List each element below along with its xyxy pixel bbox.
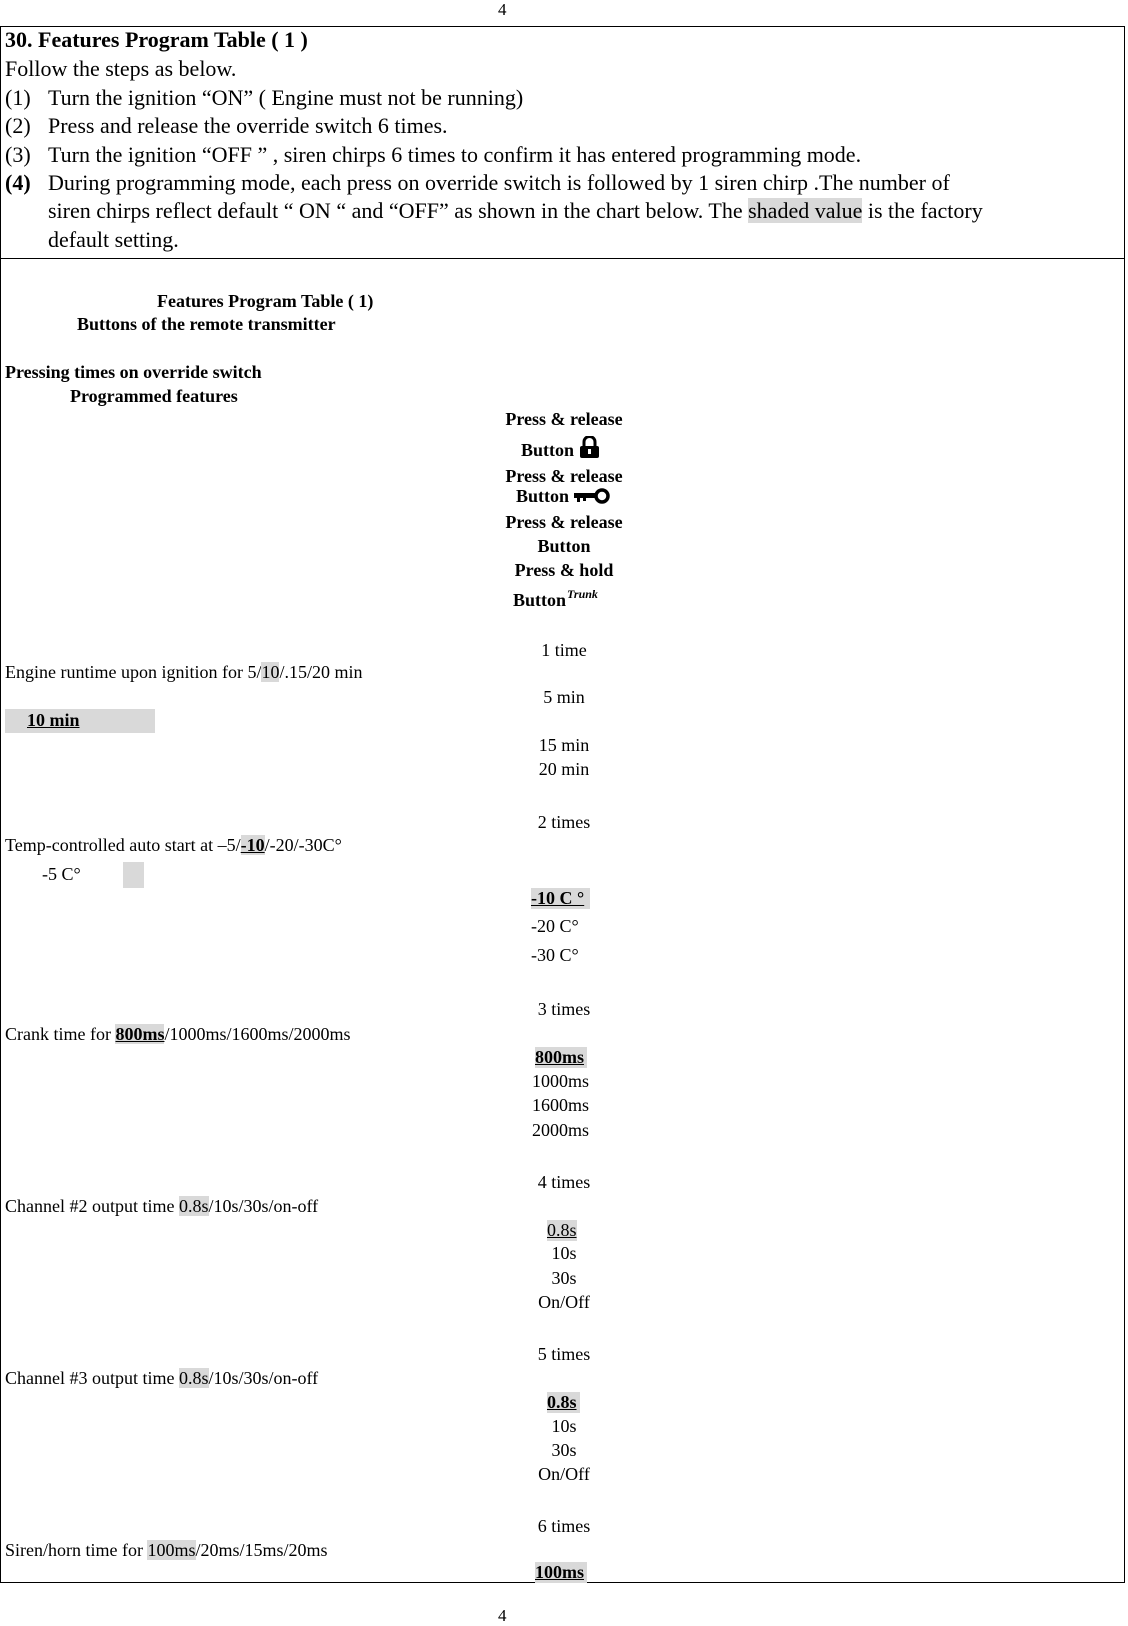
section-title: 30. Features Program Table ( 1 ) — [5, 27, 308, 52]
step-text: Press and release the override switch 6 times. — [48, 113, 448, 138]
section-divider — [0, 258, 1125, 259]
feature-text: Crank time for — [5, 1024, 116, 1044]
option-value: 15 min — [538, 735, 590, 755]
step-text-part: siren chirps reflect default “ ON “ and “OFF” as shown in the chart below. The — [48, 198, 749, 223]
option-value: 20 min — [538, 759, 590, 779]
option-value-default: -10 C ° — [531, 888, 590, 909]
button-label: Button — [513, 590, 567, 610]
button-header-line — [521, 436, 600, 461]
feature-text: /20ms/15ms/20ms — [195, 1540, 328, 1560]
feature-text: /10s/30s/on-off — [208, 1368, 319, 1388]
column-header-pressing: Pressing times on override switch — [5, 362, 262, 382]
feature-text: Siren/horn time for — [5, 1540, 148, 1560]
option-value: 2000ms — [532, 1120, 590, 1140]
step-number: (2) — [5, 113, 31, 138]
feature-description — [5, 662, 362, 683]
option-value: 1000ms — [532, 1071, 590, 1091]
table-title: Features Program Table ( 1) — [157, 291, 374, 311]
pressing-times: 6 times — [537, 1516, 591, 1536]
button-label: Button — [537, 536, 591, 556]
feature-text: Channel #2 output time — [5, 1196, 179, 1216]
default-value-shaded: 100ms — [147, 1540, 196, 1560]
button-header-line: Press & release — [505, 409, 623, 429]
button-label: Button — [516, 486, 570, 506]
option-value-default: 0.8s — [547, 1220, 577, 1240]
option-value-default: 100ms — [535, 1562, 587, 1583]
step-text: Turn the ignition “OFF ” , siren chirps 6 times to confirm it has entered programming mode. — [48, 142, 862, 167]
option-value: 10s — [551, 1416, 577, 1436]
option-value: On/Off — [538, 1464, 590, 1484]
pressing-times: 3 times — [537, 999, 591, 1019]
option-value-default: 0.8s — [547, 1392, 580, 1413]
button-header-line: Press & release — [505, 466, 623, 486]
default-value-shaded: 10 — [261, 662, 280, 682]
pressing-times: 1 time — [541, 640, 587, 660]
key-icon — [574, 486, 610, 506]
option-value: -20 C° — [531, 916, 579, 936]
option-value: 5 min — [543, 687, 585, 707]
intro-text: Follow the steps as below. — [5, 56, 237, 81]
button-label: Button — [521, 440, 575, 460]
feature-text: /1000ms/1600ms/2000ms — [164, 1024, 351, 1044]
feature-text: /-20/-30C° — [264, 835, 342, 855]
step-number: (1) — [5, 85, 31, 110]
feature-text: Channel #3 output time — [5, 1368, 179, 1388]
default-value-shaded: 0.8s — [178, 1368, 209, 1388]
page-number-top: 4 — [498, 0, 507, 19]
button-header-line: Press & release — [505, 512, 623, 532]
option-value: -30 C° — [531, 945, 579, 965]
feature-text: Temp-controlled auto start at –5/ — [5, 835, 241, 855]
padlock-icon — [579, 440, 600, 460]
pressing-times: 5 times — [537, 1344, 591, 1364]
shaded-value-sample: shaded value — [748, 198, 863, 223]
button-header-line — [513, 587, 598, 611]
pressing-times: 4 times — [537, 1172, 591, 1192]
option-value-default: 800ms — [535, 1047, 587, 1068]
option-value: 30s — [551, 1440, 577, 1460]
default-value-shaded: -10 — [240, 835, 265, 855]
step-text: Turn the ignition “ON” ( Engine must not be running) — [48, 85, 524, 110]
feature-sub-label: -5 C° — [42, 864, 81, 884]
button-header-line — [516, 486, 610, 507]
step-text: During programming mode, each press on override switch is followed by 1 siren chirp .The number of — [48, 170, 950, 195]
option-value: 10s — [551, 1243, 577, 1263]
button-header-line: Press & hold — [514, 560, 614, 580]
feature-description — [5, 1024, 351, 1045]
default-value-shaded: 0.8s — [178, 1196, 209, 1216]
column-header-features: Programmed features — [70, 386, 238, 406]
step-number: (3) — [5, 142, 31, 167]
step-number: (4) — [5, 170, 31, 195]
feature-text: /.15/20 min — [279, 662, 363, 682]
feature-description — [5, 835, 342, 856]
feature-text: /10s/30s/on-off — [208, 1196, 319, 1216]
pressing-times: 2 times — [537, 812, 591, 832]
step-text-continued: default setting. — [48, 227, 179, 252]
option-value: 30s — [551, 1268, 577, 1288]
feature-description — [5, 1368, 318, 1389]
shade-block — [123, 862, 144, 888]
page-number-bottom: 4 — [498, 1606, 507, 1625]
table-subtitle: Buttons of the remote transmitter — [77, 314, 336, 334]
default-label: 10 min — [27, 710, 80, 730]
step-text-continued — [48, 198, 983, 224]
feature-description — [5, 1540, 328, 1561]
trunk-icon: Trunk — [567, 587, 598, 601]
step-text-part: is the factory — [862, 198, 983, 223]
option-value: On/Off — [538, 1292, 590, 1312]
feature-text: Engine runtime upon ignition for 5/ — [5, 662, 262, 682]
option-value: 1600ms — [532, 1095, 590, 1115]
feature-description — [5, 1196, 318, 1217]
default-value-shaded: 800ms — [115, 1024, 165, 1044]
